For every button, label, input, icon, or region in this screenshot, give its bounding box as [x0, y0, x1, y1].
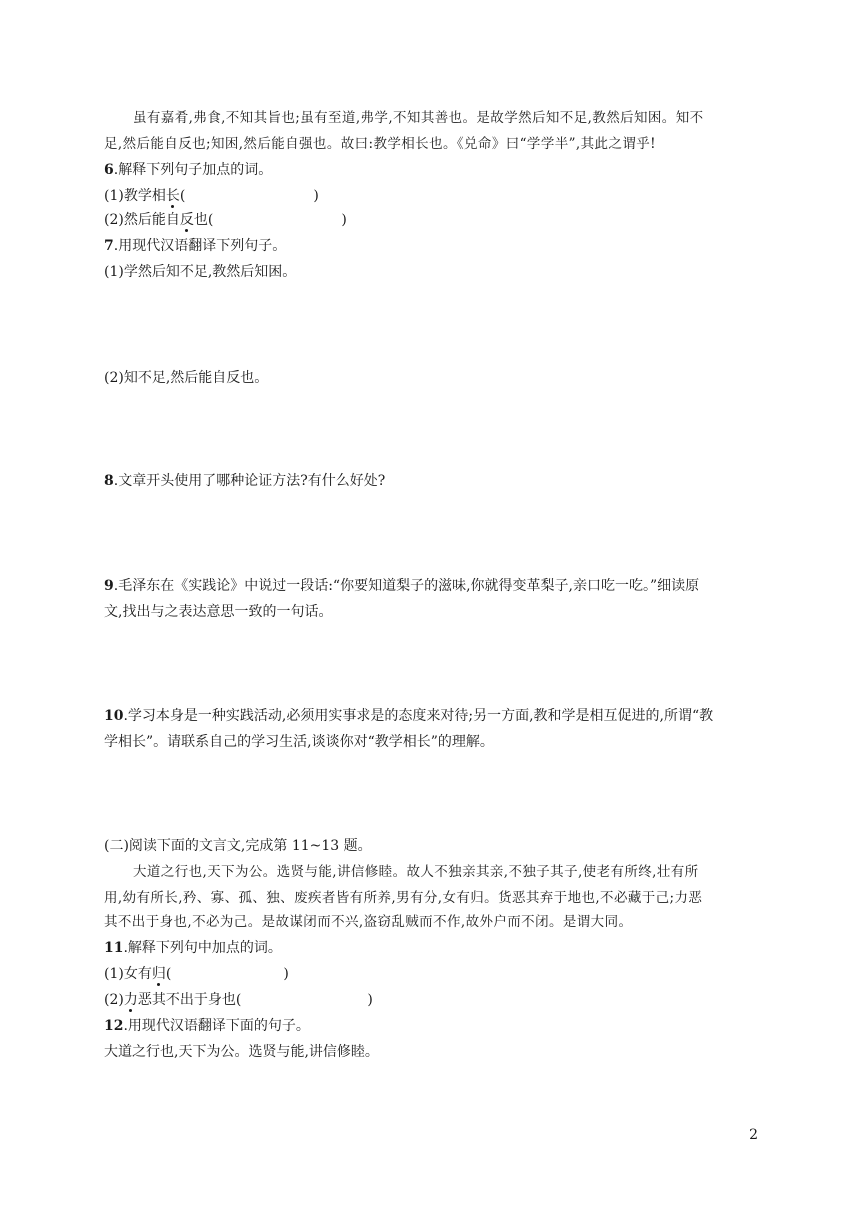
question-text: .用现代汉语翻译下列句子。 — [113, 238, 287, 254]
item-prefix: (1)女有 — [104, 966, 152, 982]
question-text: .解释下列句子加点的词。 — [113, 162, 273, 178]
question-number: 10 — [104, 708, 124, 724]
dotted-word: 力 — [123, 992, 138, 1008]
question-text: .解释下列句中加点的词。 — [123, 940, 282, 956]
section-heading: (二)阅读下面的文言文,完成第 11~13 题。 — [104, 838, 372, 854]
question-12-sentence: 大道之行也,天下为公。选贤与能,讲信修睦。 — [104, 1044, 379, 1060]
question-number: 11 — [104, 940, 124, 956]
question-number: 6 — [104, 162, 114, 178]
question-7 — [104, 236, 286, 256]
open-paren: ( — [165, 966, 172, 982]
question-11-item-1 — [104, 964, 289, 984]
question-6-item-2 — [104, 210, 347, 230]
question-number: 7 — [104, 238, 114, 254]
passage2-line1: 大道之行也,天下为公。选贤与能,讲信修睦。故人不独亲其亲,不独子其子,使老有所终,壮有所 — [133, 864, 699, 880]
question-9-line-1 — [104, 576, 699, 596]
question-text: .毛泽东在《实践论》中说过一段话:“你要知道梨子的滋味,你就得变革梨子,亲口吃一吃。”细读原 — [113, 578, 700, 594]
close-paren: ) — [283, 966, 289, 982]
dotted-word: 反 — [179, 212, 194, 228]
dotted-word: 长 — [165, 188, 180, 204]
question-text: .文章开头使用了哪种论证方法?有什么好处? — [113, 473, 386, 489]
open-paren: ( — [179, 188, 186, 204]
question-10-line-1 — [104, 706, 713, 726]
question-11 — [104, 938, 282, 958]
question-11-item-2 — [104, 990, 373, 1010]
question-text: .学习本身是一种实践活动,必须用实事求是的态度来对待;另一方面,教和学是相互促进的,所谓“教 — [123, 708, 714, 724]
item-prefix: (2) — [104, 992, 124, 1008]
question-12 — [104, 1016, 310, 1036]
question-number: 9 — [104, 578, 114, 594]
question-number: 12 — [104, 1018, 124, 1034]
question-7-item-1: (1)学然后知不足,教然后知困。 — [104, 264, 297, 280]
question-9-line-2: 文,找出与之表达意思一致的一句话。 — [104, 604, 333, 620]
passage2-line3: 其不出于身也,不必为己。是故谋闭而不兴,盗窃乱贼而不作,故外户而不闭。是谓大同。 — [104, 914, 633, 930]
question-6-item-1 — [104, 186, 319, 206]
question-6 — [104, 160, 272, 180]
close-paren: ) — [313, 188, 319, 204]
page-number: 2 — [749, 1127, 758, 1143]
item-prefix: (2)然后能自 — [104, 212, 180, 228]
close-paren: ) — [341, 212, 347, 228]
dotted-word: 归 — [151, 966, 166, 982]
item-suffix: 也( — [193, 212, 214, 228]
item-prefix: (1)教学相 — [104, 188, 166, 204]
passage1-line2: 足,然后能自反也;知困,然后能自强也。故曰:教学相长也。《兑命》曰“学学半”,其此之谓乎! — [104, 136, 656, 152]
question-8 — [104, 471, 385, 491]
passage2-line2: 用,幼有所长,矜、寡、孤、独、废疾者皆有所养,男有分,女有归。货恶其弃于地也,不必藏于己;力恶 — [104, 890, 703, 906]
question-number: 8 — [104, 473, 114, 489]
question-10-line-2: 学相长”。请联系自己的学习生活,谈谈你对“教学相长”的理解。 — [104, 734, 494, 750]
question-7-item-2: (2)知不足,然后能自反也。 — [104, 370, 269, 386]
passage1-line1: 虽有嘉肴,弗食,不知其旨也;虽有至道,弗学,不知其善也。是故学然后知不足,教然后知困。知不 — [133, 110, 704, 126]
item-suffix: 恶其不出于身也( — [137, 992, 242, 1008]
close-paren: ) — [367, 992, 373, 1008]
question-text: .用现代汉语翻译下面的句子。 — [123, 1018, 310, 1034]
